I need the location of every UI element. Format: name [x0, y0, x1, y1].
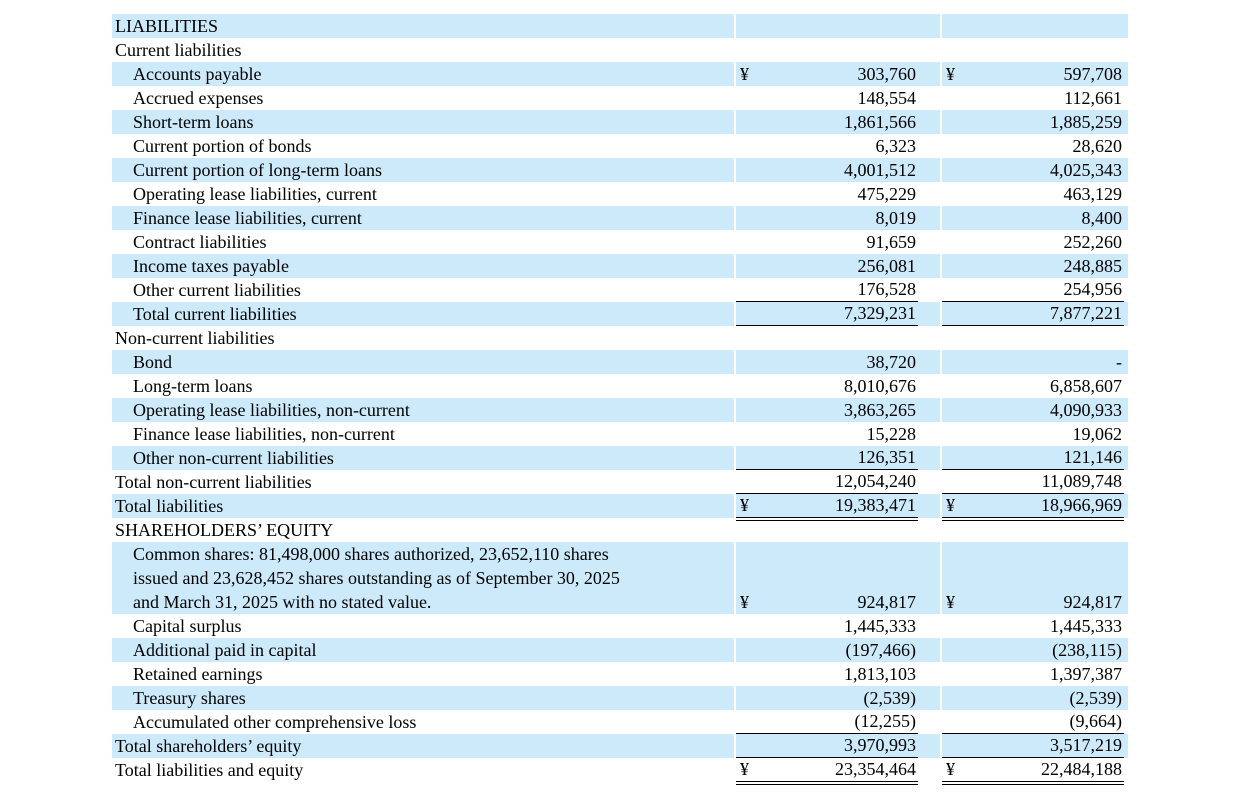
yen-symbol: ¥ [740, 64, 749, 84]
amount-value: 1,861,566 [844, 112, 916, 132]
row-right-pad [1124, 350, 1128, 374]
amount-value: (2,539) [863, 688, 916, 708]
row-right-pad [1124, 374, 1128, 398]
table-row [112, 734, 1128, 758]
row-right-pad [1124, 542, 1128, 614]
amount-col1 [736, 350, 918, 374]
amount-value: (9,664) [1069, 711, 1122, 731]
amount-col1 [736, 14, 918, 38]
table-row [112, 326, 1128, 350]
row-right-pad [1124, 38, 1128, 62]
table-row [112, 494, 1128, 518]
amount-value: 256,081 [857, 256, 916, 276]
amount-col2 [942, 182, 1124, 206]
amount-value: 4,001,512 [844, 160, 916, 180]
table-row [112, 62, 1128, 86]
table-row [112, 230, 1128, 254]
row-right-pad [1124, 446, 1128, 470]
table-row [112, 470, 1128, 494]
amount-value: 148,554 [857, 88, 916, 108]
amount-value: 4,090,933 [1050, 400, 1122, 420]
amount-col1 [736, 206, 918, 230]
row-right-pad [1124, 134, 1128, 158]
row-label-line: and March 31, 2025 with no stated value. [133, 592, 432, 612]
column-spacer [918, 86, 940, 110]
amount-col1 [736, 254, 918, 278]
amount-col2 [942, 350, 1124, 374]
column-spacer [918, 710, 940, 734]
row-right-pad [1124, 398, 1128, 422]
row-right-pad [1124, 86, 1128, 110]
row-right-pad [1124, 302, 1128, 326]
row-label: Operating lease liabilities, non-current [112, 398, 734, 422]
yen-symbol: ¥ [946, 759, 955, 779]
column-spacer [918, 542, 940, 614]
table-row [112, 278, 1128, 302]
amount-value: 7,877,221 [1050, 303, 1122, 323]
amount-value: 38,720 [866, 352, 916, 372]
amount-value: 248,885 [1063, 256, 1122, 276]
amount-value: (12,255) [854, 711, 916, 731]
amount-value: 924,817 [1063, 592, 1122, 612]
amount-col2 [942, 542, 1124, 614]
column-spacer [918, 614, 940, 638]
column-spacer [918, 134, 940, 158]
amount-col1 [736, 662, 918, 686]
yen-symbol: ¥ [740, 495, 749, 515]
amount-value: 18,966,969 [1041, 495, 1122, 515]
amount-value: 303,760 [857, 64, 916, 84]
row-label: Capital surplus [133, 616, 242, 636]
amount-col1 [736, 86, 918, 110]
amount-col2 [942, 638, 1124, 662]
row-label: Current portion of bonds [133, 136, 312, 156]
row-label: Treasury shares [112, 686, 734, 710]
table-row [112, 638, 1128, 662]
table-row [112, 398, 1128, 422]
amount-value: - [1116, 352, 1122, 372]
row-right-pad [1124, 62, 1128, 86]
amount-col2 [942, 326, 1124, 350]
amount-col2 [942, 14, 1124, 38]
column-spacer [918, 734, 940, 758]
amount-value: 3,970,993 [844, 735, 916, 755]
row-label: Additional paid in capital [112, 638, 734, 662]
row-right-pad [1124, 662, 1128, 686]
column-spacer [918, 350, 940, 374]
amount-value: (2,539) [1069, 688, 1122, 708]
table-row [112, 206, 1128, 230]
amount-col2 [942, 734, 1124, 758]
row-right-pad [1124, 494, 1128, 518]
amount-col2 [942, 38, 1124, 62]
column-spacer [918, 494, 940, 518]
row-label [112, 542, 734, 614]
table-row [112, 662, 1128, 686]
row-right-pad [1124, 614, 1128, 638]
amount-value: (197,466) [845, 640, 916, 660]
table-row [112, 86, 1128, 110]
row-label: Bond [112, 350, 734, 374]
row-label: LIABILITIES [112, 14, 734, 38]
table-row [112, 446, 1128, 470]
row-label: Accumulated other comprehensive loss [133, 712, 417, 732]
table-row [112, 374, 1128, 398]
yen-symbol: ¥ [740, 759, 749, 779]
amount-col2 [942, 134, 1124, 158]
row-label: Contract liabilities [133, 232, 267, 252]
row-label: Current liabilities [115, 40, 242, 60]
row-label: Operating lease liabilities, current [133, 184, 377, 204]
amount-col2 [942, 422, 1124, 446]
row-label: Other non-current liabilities [112, 446, 734, 470]
row-right-pad [1124, 206, 1128, 230]
row-label: Total current liabilities [112, 302, 734, 326]
row-label: Total liabilities and equity [115, 760, 304, 780]
column-spacer [918, 182, 940, 206]
row-label-line: issued and 23,628,452 shares outstanding as of September 30, 2025 [133, 568, 620, 588]
balance-sheet-table [112, 14, 1128, 782]
column-spacer [918, 446, 940, 470]
row-label-line: Common shares: 81,498,000 shares authorized, 23,652,110 shares [133, 544, 609, 564]
row-right-pad [1124, 326, 1128, 350]
column-spacer [918, 638, 940, 662]
amount-col2 [942, 62, 1124, 86]
amount-value: 7,329,231 [844, 303, 916, 323]
row-right-pad [1124, 254, 1128, 278]
amount-value: 6,858,607 [1050, 376, 1122, 396]
row-right-pad [1124, 686, 1128, 710]
table-row [112, 422, 1128, 446]
amount-col2 [942, 614, 1124, 638]
column-spacer [918, 518, 940, 542]
amount-col1 [736, 470, 918, 494]
amount-col1 [736, 518, 918, 542]
yen-symbol: ¥ [946, 592, 955, 612]
amount-col1 [736, 326, 918, 350]
amount-value: 4,025,343 [1050, 160, 1122, 180]
amount-value: 8,010,676 [844, 376, 916, 396]
row-label: Total shareholders’ equity [112, 734, 734, 758]
amount-col2 [942, 254, 1124, 278]
row-right-pad [1124, 734, 1128, 758]
row-right-pad [1124, 182, 1128, 206]
amount-value: 463,129 [1063, 184, 1122, 204]
column-spacer [918, 302, 940, 326]
amount-col2 [942, 86, 1124, 110]
column-spacer [918, 110, 940, 134]
row-label: SHAREHOLDERS’ EQUITY [115, 520, 334, 540]
table-row [112, 182, 1128, 206]
amount-col2 [942, 158, 1124, 182]
amount-value: 91,659 [866, 232, 916, 252]
table-row [112, 38, 1128, 62]
amount-col2 [942, 470, 1124, 494]
amount-col2 [942, 758, 1124, 782]
column-spacer [918, 254, 940, 278]
amount-value: 1,445,333 [1050, 616, 1122, 636]
amount-value: 19,062 [1072, 424, 1122, 444]
row-label: Short-term loans [112, 110, 734, 134]
amount-value: 597,708 [1063, 64, 1122, 84]
yen-symbol: ¥ [946, 64, 955, 84]
amount-col2 [942, 710, 1124, 734]
amount-value: 1,813,103 [844, 664, 916, 684]
amount-value: 6,323 [875, 136, 916, 156]
column-spacer [918, 14, 940, 38]
row-right-pad [1124, 518, 1128, 542]
column-spacer [918, 398, 940, 422]
amount-value: 19,383,471 [835, 495, 916, 515]
yen-symbol: ¥ [740, 592, 749, 612]
table-row [112, 302, 1128, 326]
amount-col1 [736, 734, 918, 758]
column-spacer [918, 158, 940, 182]
amount-value: 3,517,219 [1050, 735, 1122, 755]
column-spacer [918, 38, 940, 62]
amount-value: 1,885,259 [1050, 112, 1122, 132]
table-row [112, 350, 1128, 374]
row-right-pad [1124, 422, 1128, 446]
amount-col2 [942, 686, 1124, 710]
row-label: Accrued expenses [133, 88, 264, 108]
amount-col2 [942, 662, 1124, 686]
column-spacer [918, 62, 940, 86]
amount-col1 [736, 638, 918, 662]
row-right-pad [1124, 158, 1128, 182]
amount-col1 [736, 710, 918, 734]
amount-value: 8,400 [1081, 208, 1122, 228]
amount-col2 [942, 374, 1124, 398]
row-label: Current portion of long-term loans [112, 158, 734, 182]
row-right-pad [1124, 638, 1128, 662]
row-right-pad [1124, 110, 1128, 134]
row-right-pad [1124, 14, 1128, 38]
row-right-pad [1124, 758, 1128, 782]
amount-col1 [736, 614, 918, 638]
amount-col1 [736, 758, 918, 782]
amount-col1 [736, 110, 918, 134]
table-row [112, 614, 1128, 638]
amount-value: 254,956 [1063, 279, 1122, 299]
table-row [112, 758, 1128, 782]
column-spacer [918, 470, 940, 494]
row-label: Accounts payable [112, 62, 734, 86]
yen-symbol: ¥ [946, 495, 955, 515]
amount-col2 [942, 398, 1124, 422]
column-spacer [918, 758, 940, 782]
amount-col2 [942, 206, 1124, 230]
table-row [112, 542, 1128, 614]
amount-col1 [736, 422, 918, 446]
amount-value: 12,054,240 [835, 471, 916, 491]
row-label: Long-term loans [133, 376, 253, 396]
column-spacer [918, 278, 940, 302]
table-row [112, 134, 1128, 158]
amount-col2 [942, 302, 1124, 326]
amount-col1 [736, 302, 918, 326]
amount-value: 475,229 [857, 184, 916, 204]
column-spacer [918, 422, 940, 446]
row-label: Total liabilities [112, 494, 734, 518]
amount-value: 1,397,387 [1050, 664, 1122, 684]
table-row [112, 710, 1128, 734]
amount-col1 [736, 134, 918, 158]
amount-col1 [736, 230, 918, 254]
table-row [112, 158, 1128, 182]
amount-col2 [942, 518, 1124, 542]
amount-value: 112,661 [1064, 88, 1122, 108]
amount-value: 176,528 [857, 279, 916, 299]
table-row [112, 110, 1128, 134]
amount-col2 [942, 278, 1124, 302]
column-spacer [918, 206, 940, 230]
amount-col1 [736, 542, 918, 614]
amount-col1 [736, 38, 918, 62]
amount-value: 8,019 [875, 208, 916, 228]
amount-col1 [736, 686, 918, 710]
amount-col2 [942, 110, 1124, 134]
column-spacer [918, 686, 940, 710]
row-label: Finance lease liabilities, non-current [133, 424, 395, 444]
row-label: Retained earnings [133, 664, 263, 684]
amount-value: 126,351 [857, 447, 916, 467]
column-spacer [918, 230, 940, 254]
column-spacer [918, 662, 940, 686]
amount-value: 3,863,265 [844, 400, 916, 420]
row-label: Non-current liabilities [115, 328, 275, 348]
table-row [112, 686, 1128, 710]
row-right-pad [1124, 710, 1128, 734]
amount-col1 [736, 278, 918, 302]
amount-value: 924,817 [857, 592, 916, 612]
amount-col1 [736, 398, 918, 422]
amount-value: 11,089,748 [1041, 471, 1122, 491]
amount-col1 [736, 158, 918, 182]
row-right-pad [1124, 230, 1128, 254]
amount-value: (238,115) [1052, 640, 1122, 660]
column-spacer [918, 326, 940, 350]
table-row [112, 14, 1128, 38]
amount-value: 121,146 [1063, 447, 1122, 467]
amount-value: 28,620 [1072, 136, 1122, 156]
row-label: Total non-current liabilities [115, 472, 312, 492]
column-spacer [918, 374, 940, 398]
table-row [112, 518, 1128, 542]
row-label: Finance lease liabilities, current [112, 206, 734, 230]
amount-value: 252,260 [1063, 232, 1122, 252]
amount-value: 15,228 [866, 424, 916, 444]
amount-col2 [942, 446, 1124, 470]
amount-col2 [942, 494, 1124, 518]
row-right-pad [1124, 278, 1128, 302]
row-right-pad [1124, 470, 1128, 494]
amount-value: 22,484,188 [1041, 759, 1122, 779]
amount-col1 [736, 374, 918, 398]
amount-col1 [736, 446, 918, 470]
row-label: Income taxes payable [112, 254, 734, 278]
amount-col1 [736, 494, 918, 518]
table-row [112, 254, 1128, 278]
row-label: Other current liabilities [133, 280, 301, 300]
amount-col1 [736, 182, 918, 206]
amount-value: 1,445,333 [844, 616, 916, 636]
amount-col1 [736, 62, 918, 86]
amount-value: 23,354,464 [835, 759, 916, 779]
amount-col2 [942, 230, 1124, 254]
